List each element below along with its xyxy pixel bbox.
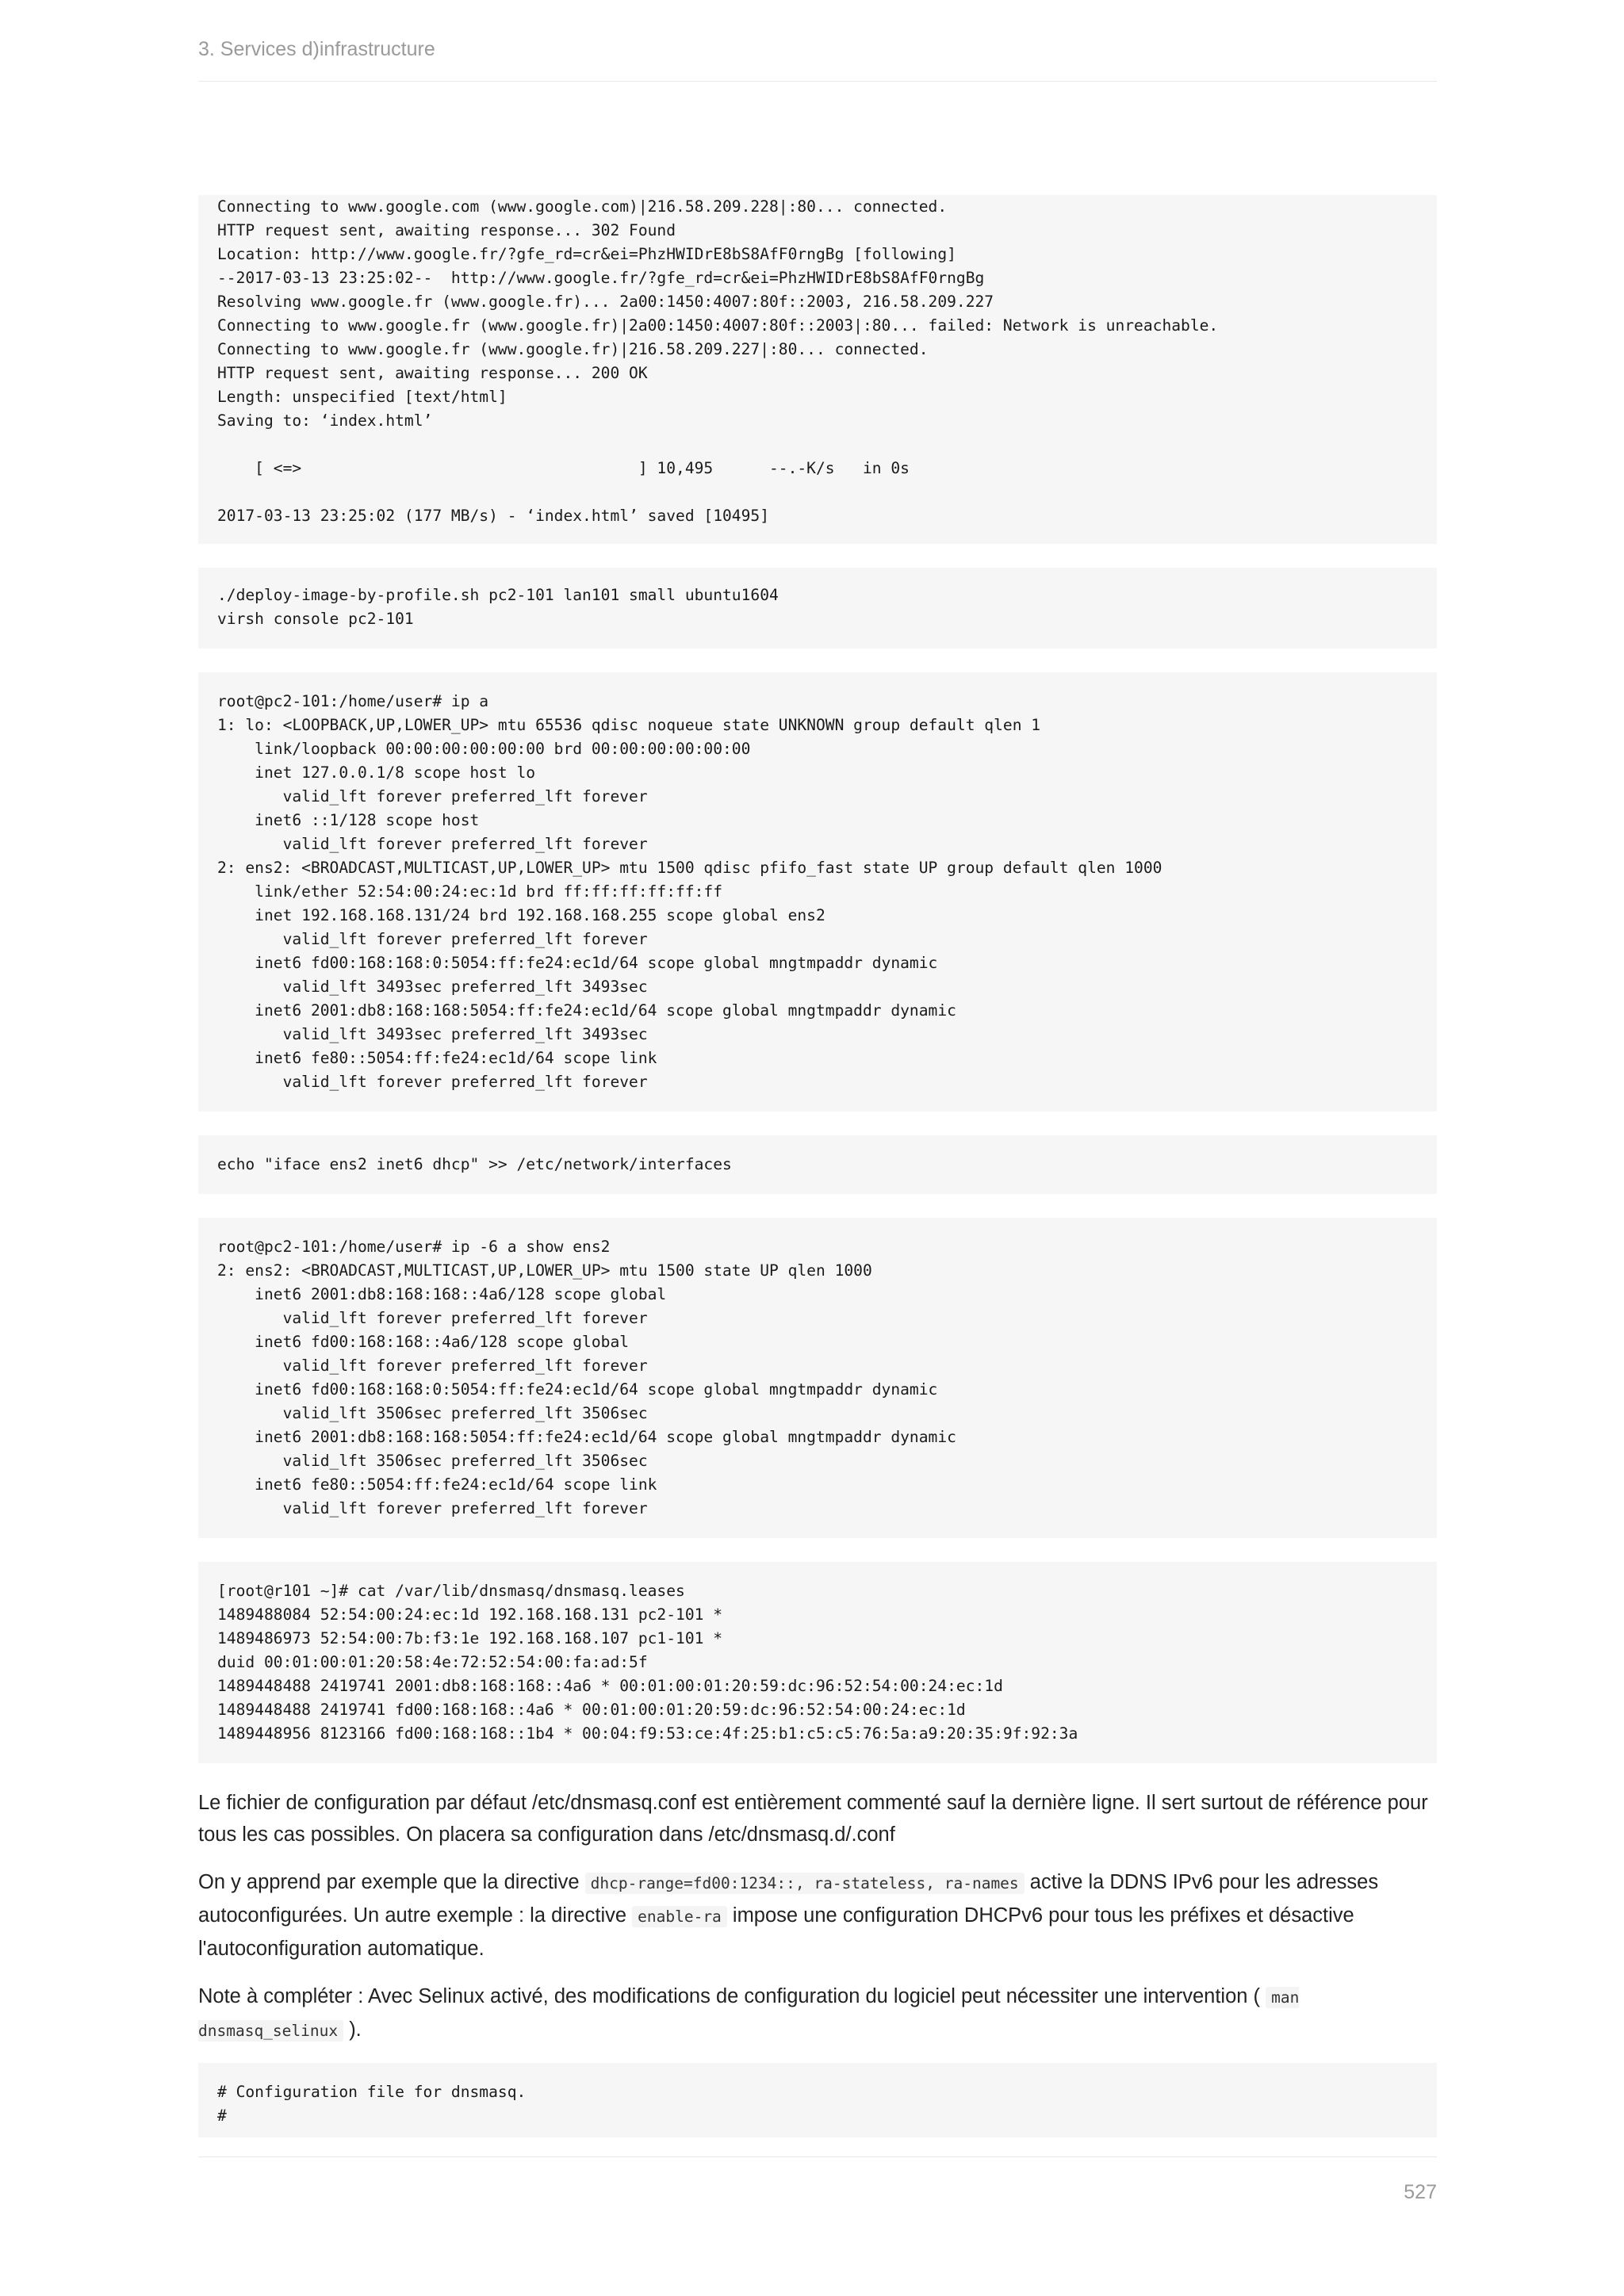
page-footer: [198, 2156, 1437, 2221]
code-block-wget-output: Connecting to www.google.com (www.google.com)|216.58.209.228|:80... connected. HTTP request sent, awaiting response... 302 Found Location: http://www.google.fr/?gfe_rd=cr&ei=PhzHWIDrE8bS8AfF0rngBg [following] --2017-03-13 23:25:02-- http://www.google.fr/?gfe_rd=cr&ei=PhzHWIDrE8bS8AfF0rngBg Resolving www.google.fr (www.google.fr)... 2a00:1450:4007:80f::2003, 216.58.209.227 Connecting to www.google.fr (www.google.fr)|2a00:1450:4007:80f::2003|:80... failed: Network is unreachable. Connecting to www.google.fr (www.google.fr)|216.58.209.227|:80... connected. HTTP request sent, awaiting response... 200 OK Length: unspecified [text/html] Saving to: ‘index.html’ [ <=> ] 10,495 --.-K/s in 0s 2017-03-13 23:25:02 (177 MB/s) - ‘index.html’ saved [10495]: [198, 195, 1437, 544]
paragraph-text: ).: [343, 2019, 362, 2041]
code-block-ip-a: root@pc2-101:/home/user# ip a 1: lo: <LOOPBACK,UP,LOWER_UP> mtu 65536 qdisc noqueue state UNKNOWN group default qlen 1 link/loopback 00:00:00:00:00:00 brd 00:00:00:00:00:00 inet 127.0.0.1/8 scope host lo valid_lft forever preferred_lft forever inet6 ::1/128 scope host valid_lft forever preferred_lft forever 2: ens2: <BROADCAST,MULTICAST,UP,LOWER_UP> mtu 1500 qdisc pfifo_fast state UP group default qlen 1000 link/ether 52:54:00:24:ec:1d brd ff:ff:ff:ff:ff:ff inet 192.168.168.131/24 brd 192.168.168.255 scope global ens2 valid_lft forever preferred_lft forever inet6 fd00:168:168:0:5054:ff:fe24:ec1d/64 scope global mngtmpaddr dynamic valid_lft 3493sec preferred_lft 3493sec inet6 2001:db8:168:168:5054:ff:fe24:ec1d/64 scope global mngtmpaddr dynamic valid_lft 3493sec preferred_lft 3493sec inet6 fe80::5054:ff:fe24:ec1d/64 scope link valid_lft forever preferred_lft forever: [198, 672, 1437, 1112]
paragraph-text: impose une configuration DHCPv6 pour tous les préfixes et désactive l'autoconfiguration automatique.: [198, 1904, 1354, 1960]
page-number: 527: [1404, 2181, 1437, 2203]
code-block-deploy: ./deploy-image-by-profile.sh pc2-101 lan101 small ubuntu1604 virsh console pc2-101: [198, 568, 1437, 649]
inline-code-dhcp-range: dhcp-range=fd00:1234::, ra-stateless, ra-names: [585, 1873, 1025, 1894]
paragraph-text: Note à compléter : Avec Selinux activé, des modifications de configuration du logiciel peut nécessiter une intervention (: [198, 1985, 1266, 2007]
chapter-title: 3. Services d)infrastructure: [198, 38, 435, 60]
document-page: [198, 0, 1437, 2296]
code-block-echo-iface: echo "iface ens2 inet6 dhcp" >> /etc/network/interfaces: [198, 1135, 1437, 1194]
paragraph-directive-example: [198, 1866, 1437, 1965]
code-block-ip6-show: root@pc2-101:/home/user# ip -6 a show ens2 2: ens2: <BROADCAST,MULTICAST,UP,LOWER_UP> mtu 1500 state UP qlen 1000 inet6 2001:db8:168:168::4a6/128 scope global valid_lft forever preferred_lft forever inet6 fd00:168:168::4a6/128 scope global valid_lft forever preferred_lft forever inet6 fd00:168:168:0:5054:ff:fe24:ec1d/64 scope global mngtmpaddr dynamic valid_lft 3506sec preferred_lft 3506sec inet6 2001:db8:168:168:5054:ff:fe24:ec1d/64 scope global mngtmpaddr dynamic valid_lft 3506sec preferred_lft 3506sec inet6 fe80::5054:ff:fe24:ec1d/64 scope link valid_lft forever preferred_lft forever: [198, 1218, 1437, 1538]
paragraph-text: active la DDNS IPv6 pour les adresses autoconfigurées. Un autre exemple : la directive: [198, 1871, 1379, 1927]
paragraph-text: On y apprend par exemple que la directive: [198, 1871, 585, 1893]
inline-code-man-selinux: man dnsmasq_selinux: [198, 1988, 1300, 2040]
page-header: [198, 33, 1437, 82]
paragraph-config-file: Le fichier de configuration par défaut /etc/dnsmasq.conf est entièrement commenté sauf la dernière ligne. Il sert surtout de référence pour tous les cas possibles. On placera sa configuration dans /etc/dnsmasq.d/.conf: [198, 1792, 1428, 1846]
page-content: [198, 195, 1437, 2161]
inline-code-enable-ra: enable-ra: [632, 1906, 727, 1927]
paragraph-selinux-note: [198, 1980, 1437, 2047]
code-block-dnsmasq-conf: # Configuration file for dnsmasq. #: [198, 2063, 1437, 2137]
code-block-dnsmasq-leases: [root@r101 ~]# cat /var/lib/dnsmasq/dnsmasq.leases 1489488084 52:54:00:24:ec:1d 192.168.168.131 pc2-101 * 1489486973 52:54:00:7b:f3:1e 192.168.168.107 pc1-101 * duid 00:01:00:01:20:58:4e:72:52:54:00:fa:ad:5f 1489448488 2419741 2001:db8:168:168::4a6 * 00:01:00:01:20:59:dc:96:52:54:00:24:ec:1d 1489448488 2419741 fd00:168:168::4a6 * 00:01:00:01:20:59:dc:96:52:54:00:24:ec:1d 1489448956 8123166 fd00:168:168::1b4 * 00:04:f9:53:ce:4f:25:b1:c5:c5:76:5a:a9:20:35:9f:92:3a: [198, 1562, 1437, 1763]
